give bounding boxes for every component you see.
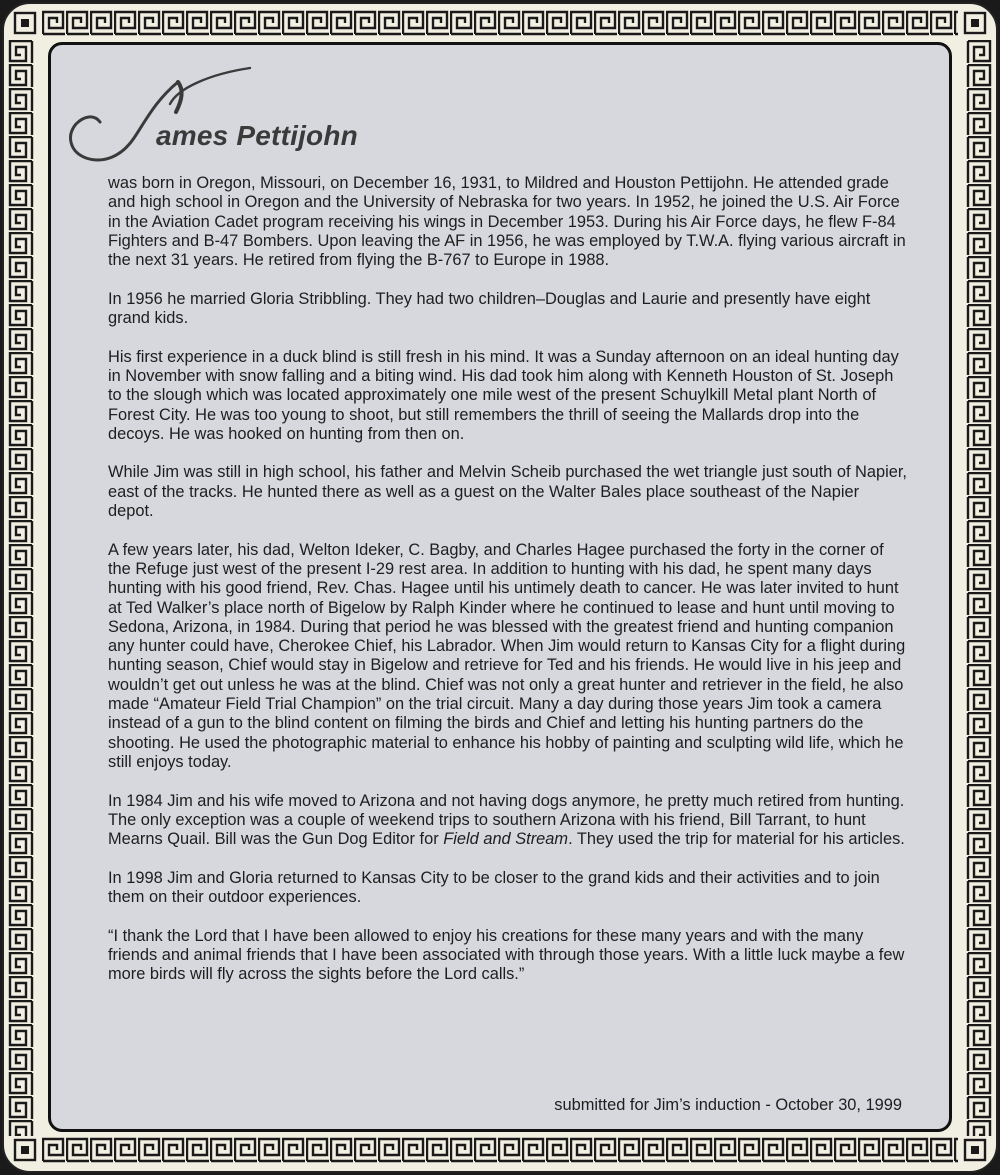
paragraph-text: . They used the trip for material for his articles. [568, 830, 905, 849]
corner-ornament [12, 10, 38, 36]
paragraph: A few years later, his dad, Welton Ideker, C. Bagby, and Charles Hagee purchased the forty in the corner of the Refuge just west of the present I-29 rest area. In addition to hunting with his dad, he spent many days hunting with his good friend, Rev. Chas. Hagee until his untimely death to cancer. He was later invited to hunt at Ted Walker’s place north of Bigelow by Ralph Kinder where he continued to lease and hunt until moving to Sedona, Arizona, in 1984. During that period he was blessed with the greatest friend and hunting companion any hunter could have, Cherokee Chief, his Labrador. When Jim would return to Kansas City for a flight during hunting season, Chief would stay in Bigelow and retrieve for Ted and his friends. He would live in his jeep and wouldn’t get out unless he was at the blind. Chief was not only a great hunter and retriever in the field, he also made “Amateur Field Trial Champion” on the trial circuit. Many a day during those years Jim took a camera instead of a gun to the blind content on filming the birds and Chief and letting his hunting partners do the shooting. He used the photographic material to enhance his hobby of painting and sculpting wild life, which he still enjoys today. [108, 540, 906, 771]
calligraphic-initial-j [60, 60, 480, 170]
title-name: ames Pettijohn [156, 120, 358, 151]
greek-key-border-left [8, 40, 34, 1136]
corner-ornament [12, 1137, 38, 1163]
greek-key-border-right [966, 40, 992, 1136]
paragraph: In 1956 he married Gloria Stribbling. They had two children–Douglas and Laurie and presently have eight grand kids. [108, 289, 871, 328]
paragraph [108, 792, 908, 850]
paragraph-text: In 1984 Jim and his wife moved to Arizona and not having dogs anymore, he pretty much retired from hunting. The only exception was a couple of weekend trips to southern Arizona with his friend, Bill Tarrant, to hunt Mearns Quail. Bill was the Gun Dog Editor for [108, 791, 905, 849]
submission-note: submitted for Jim’s induction - October 30, 1999 [554, 1096, 902, 1114]
greek-key-border-top [42, 10, 958, 36]
corner-ornament [962, 1137, 988, 1163]
paragraph: His first experience in a duck blind is still fresh in his mind. It was a Sunday afternoon on an ideal hunting day in November with snow falling and a biting wind. His dad took him along with Kenneth Houston of St. Joseph to the slough which was located approximately one mile west of the present Schuylkill Metal plant North of Forest City. He was too young to shoot, but still remembers the thrill of seeing the Mallards drop into the decoys. He was hooked on hunting from then on. [108, 347, 899, 443]
greek-key-border-bottom [42, 1137, 958, 1163]
paragraph: In 1998 Jim and Gloria returned to Kansas City to be closer to the grand kids and their activities and to join them on their outdoor experiences. [108, 868, 880, 906]
biography-body [108, 174, 908, 1004]
quote-paragraph: “I thank the Lord that I have been allowed to enjoy his creations for these many years and with the many friends and animal friends that I have been associated with through those years. With a little luck maybe a few more birds will fly across the sights before the Lord calls.” [108, 926, 905, 984]
document-title [60, 60, 480, 170]
corner-ornament [962, 10, 988, 36]
publication-title: Field and Stream [443, 830, 569, 849]
paragraph: While Jim was still in high school, his father and Melvin Scheib purchased the wet triangle just south of Napier, east of the tracks. He hunted there as well as a guest on the Walter Bales place southeast of the Napier depot. [108, 463, 907, 521]
paragraph: was born in Oregon, Missouri, on December 16, 1931, to Mildred and Houston Pettijohn. He attended grade and high school in Oregon and the University of Nebraska for two years. In 1952, he joined the U.S. Air Force in the Aviation Cadet program receiving his wings in December 1953. During his Air Force days, he flew F-84 Fighters and B-47 Bombers. Upon leaving the AF in 1956, he was employed by T.W.A. flying various aircraft in the next 31 years. He retired from flying the B-767 to Europe in 1988. [108, 174, 906, 270]
